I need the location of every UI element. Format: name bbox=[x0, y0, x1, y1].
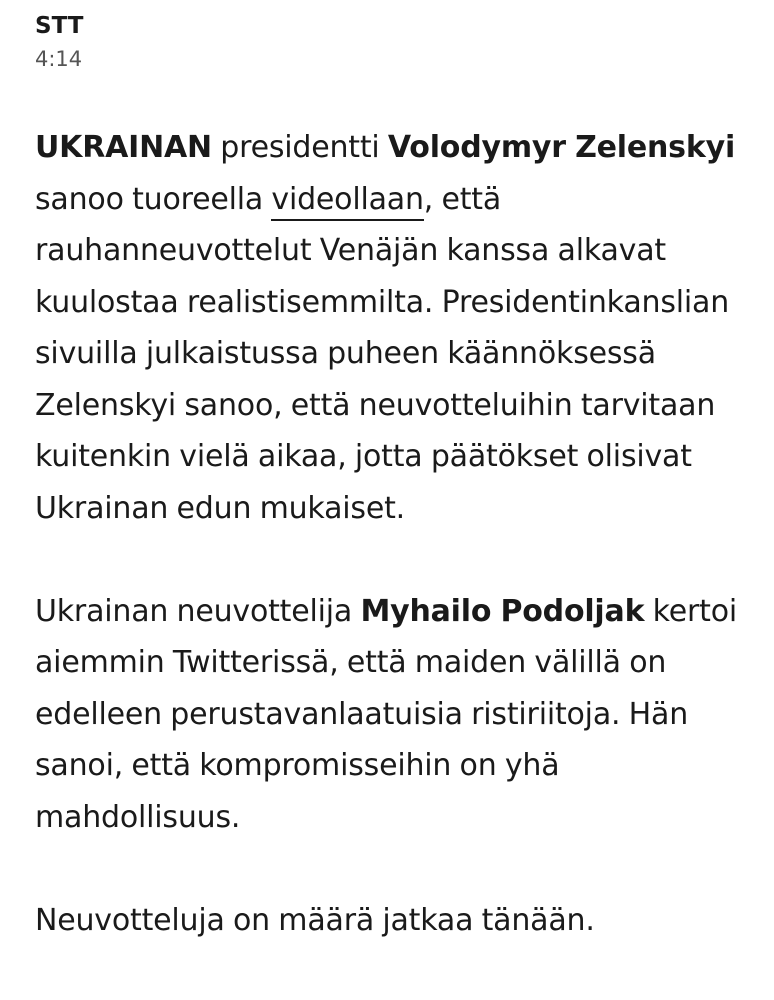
paragraph-2-text-2: kertoi aiemmin Twitterissä, että maiden välillä on edelleen perustavanlaatuisia ristiriitoja. Hän sanoi, että kompromisseihin on yhä mahdollisuus. bbox=[35, 593, 738, 835]
article bbox=[35, 0, 755, 946]
paragraph-3: Neuvotteluja on määrä jatkaa tänään. bbox=[35, 902, 595, 938]
lead-caps: UKRAINAN bbox=[35, 130, 212, 165]
paragraph-2 bbox=[35, 586, 755, 844]
person-name-podoljak: Myhailo Podoljak bbox=[360, 593, 645, 629]
paragraph-1-text-3: , että rauhanneuvottelut Venäjän kanssa alkavat kuulostaa realistisemmilta. Presidentinkanslian sivuilla julkaistussa puheen käännöksessä Zelenskyi sanoo, että neuvotteluihin tarvitaan kuitenkin vielä aikaa, jotta päätökset olisivat Ukrainan edun mukaiset. bbox=[35, 181, 730, 526]
paragraph-1-text-2: sanoo tuoreella bbox=[35, 181, 272, 217]
paragraph-1-text-1: presidentti bbox=[211, 130, 388, 165]
video-link[interactable]: videollaan bbox=[271, 182, 423, 221]
timestamp: 4:14 bbox=[35, 47, 83, 71]
person-name-zelenskyi: Volodymyr Zelenskyi bbox=[387, 130, 736, 165]
paragraph-1 bbox=[35, 122, 755, 534]
paragraph-2-text-1: Ukrainan neuvottelija bbox=[35, 593, 361, 629]
source-label: STT bbox=[35, 13, 84, 39]
